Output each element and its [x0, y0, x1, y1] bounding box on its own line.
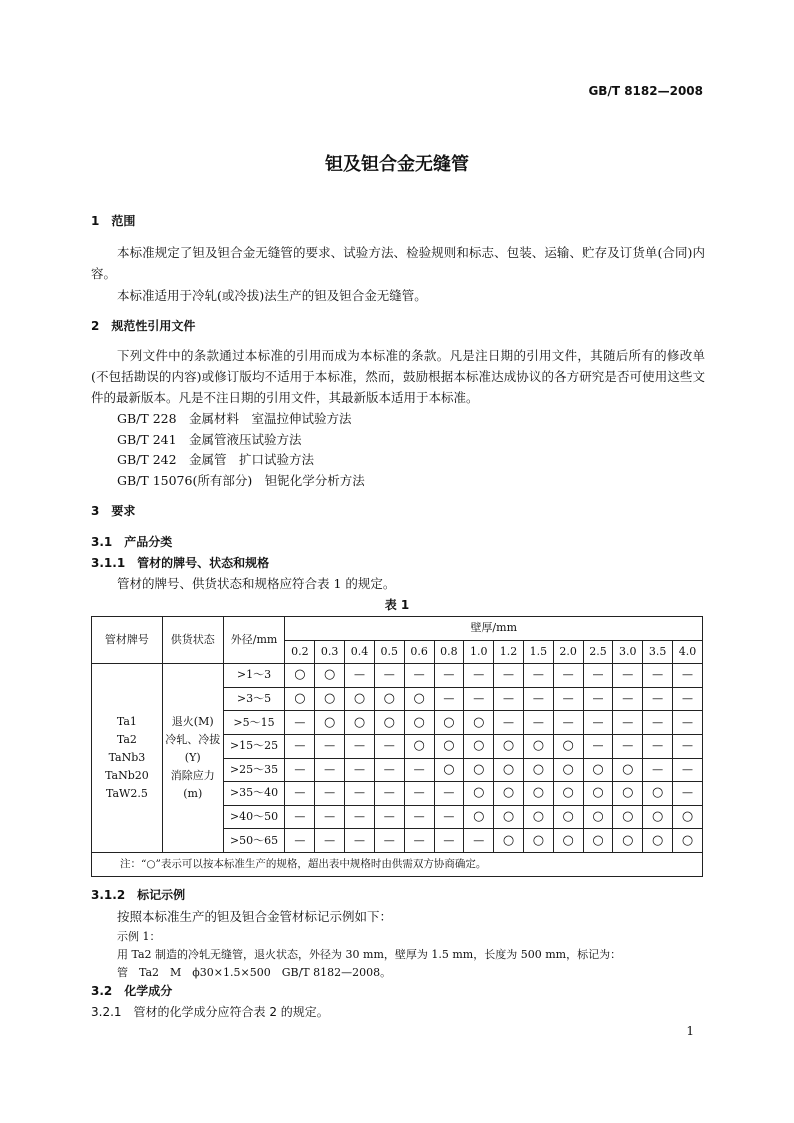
unavailable-mark: — [613, 711, 643, 735]
unavailable-mark: — [673, 782, 703, 806]
unavailable-mark: — [673, 734, 703, 758]
available-mark: ○ [464, 734, 494, 758]
available-mark: ○ [434, 758, 464, 782]
unavailable-mark: — [315, 829, 345, 853]
unavailable-mark: — [345, 664, 375, 688]
section-3-1-1-paragraph: 管材的牌号、供货状态和规格应符合表 1 的规定。 [117, 576, 396, 591]
unavailable-mark: — [374, 829, 404, 853]
unavailable-mark: — [434, 687, 464, 711]
unavailable-mark: — [315, 734, 345, 758]
unavailable-mark: — [673, 758, 703, 782]
available-mark: ○ [464, 782, 494, 806]
unavailable-mark: — [374, 805, 404, 829]
wall-thickness-header: 4.0 [673, 640, 703, 664]
available-mark: ○ [553, 782, 583, 806]
available-mark: ○ [613, 805, 643, 829]
unavailable-mark: — [345, 805, 375, 829]
unavailable-mark: — [643, 664, 673, 688]
wall-thickness-header: 0.4 [345, 640, 375, 664]
available-mark: ○ [583, 758, 613, 782]
available-mark: ○ [404, 734, 434, 758]
section-1-paragraph-1: 本标准规定了钽及钽合金无缝管的要求、试验方法、检验规则和标志、包装、运输、贮存及订货单(合同)内容。 [91, 245, 705, 281]
unavailable-mark: — [285, 829, 315, 853]
reference-item: GB/T 228 金属材料 室温拉伸试验方法 [117, 411, 352, 426]
outer-diameter-cell: >15～25 [223, 734, 285, 758]
wall-thickness-header: 1.0 [464, 640, 494, 664]
unavailable-mark: — [404, 805, 434, 829]
available-mark: ○ [494, 805, 524, 829]
section-3-1-heading: 3.1 产品分类 [91, 535, 173, 549]
unavailable-mark: — [494, 664, 524, 688]
section-3-1-2-heading: 3.1.2 标记示例 [91, 888, 186, 902]
unavailable-mark: — [553, 711, 583, 735]
unavailable-mark: — [673, 664, 703, 688]
unavailable-mark: — [404, 829, 434, 853]
section-3-1-1-heading: 3.1.1 管材的牌号、状态和规格 [91, 556, 270, 570]
available-mark: ○ [494, 734, 524, 758]
unavailable-mark: — [464, 829, 494, 853]
unavailable-mark: — [374, 758, 404, 782]
unavailable-mark: — [404, 664, 434, 688]
available-mark: ○ [583, 782, 613, 806]
available-mark: ○ [613, 782, 643, 806]
available-mark: ○ [315, 687, 345, 711]
available-mark: ○ [434, 711, 464, 735]
wall-thickness-header: 0.6 [404, 640, 434, 664]
available-mark: ○ [613, 829, 643, 853]
section-3-1-2-paragraph: 按照本标准生产的钽及钽合金管材标记示例如下： [117, 909, 393, 924]
unavailable-mark: — [494, 711, 524, 735]
unavailable-mark: — [613, 664, 643, 688]
example-text: 用 Ta2 制造的冷轧无缝管，退火状态，外径为 30 mm，壁厚为 1.5 mm，长度为 500 mm，标记为： [117, 948, 622, 961]
available-mark: ○ [523, 758, 553, 782]
available-mark: ○ [494, 782, 524, 806]
unavailable-mark: — [434, 664, 464, 688]
available-mark: ○ [404, 687, 434, 711]
available-mark: ○ [553, 758, 583, 782]
available-mark: ○ [285, 687, 315, 711]
supply-state-list: 退火(M) 冷轧、冷拔 (Y) 消除应力 (m) [162, 664, 223, 853]
wall-thickness-header: 2.0 [553, 640, 583, 664]
unavailable-mark: — [613, 687, 643, 711]
wall-thickness-header: 3.0 [613, 640, 643, 664]
unavailable-mark: — [613, 734, 643, 758]
unavailable-mark: — [583, 687, 613, 711]
available-mark: ○ [315, 664, 345, 688]
col-header-grade: 管材牌号 [92, 617, 163, 664]
unavailable-mark: — [285, 805, 315, 829]
outer-diameter-cell: >40～50 [223, 805, 285, 829]
available-mark: ○ [464, 758, 494, 782]
wall-thickness-header: 1.2 [494, 640, 524, 664]
unavailable-mark: — [315, 782, 345, 806]
col-header-wall: 壁厚/mm [285, 617, 703, 641]
unavailable-mark: — [523, 687, 553, 711]
unavailable-mark: — [553, 687, 583, 711]
available-mark: ○ [285, 664, 315, 688]
unavailable-mark: — [374, 782, 404, 806]
outer-diameter-cell: >1～3 [223, 664, 285, 688]
grade-list: Ta1 Ta2 TaNb3 TaNb20 TaW2.5 [92, 664, 163, 853]
available-mark: ○ [345, 687, 375, 711]
available-mark: ○ [643, 805, 673, 829]
outer-diameter-cell: >50～65 [223, 829, 285, 853]
unavailable-mark: — [434, 805, 464, 829]
unavailable-mark: — [583, 664, 613, 688]
available-mark: ○ [315, 711, 345, 735]
available-mark: ○ [523, 734, 553, 758]
unavailable-mark: — [285, 711, 315, 735]
section-1-heading: 1 范围 [91, 214, 136, 228]
unavailable-mark: — [285, 734, 315, 758]
unavailable-mark: — [315, 805, 345, 829]
standard-number: GB/T 8182—2008 [588, 84, 703, 98]
unavailable-mark: — [345, 782, 375, 806]
unavailable-mark: — [464, 664, 494, 688]
table-row [92, 664, 703, 688]
available-mark: ○ [464, 711, 494, 735]
unavailable-mark: — [553, 664, 583, 688]
available-mark: ○ [643, 782, 673, 806]
available-mark: ○ [494, 829, 524, 853]
available-mark: ○ [553, 829, 583, 853]
unavailable-mark: — [345, 758, 375, 782]
unavailable-mark: — [643, 687, 673, 711]
unavailable-mark: — [583, 711, 613, 735]
available-mark: ○ [583, 829, 613, 853]
available-mark: ○ [464, 805, 494, 829]
wall-thickness-header: 0.2 [285, 640, 315, 664]
available-mark: ○ [643, 829, 673, 853]
unavailable-mark: — [285, 758, 315, 782]
available-mark: ○ [523, 782, 553, 806]
unavailable-mark: — [673, 687, 703, 711]
unavailable-mark: — [523, 711, 553, 735]
reference-item: GB/T 242 金属管 扩口试验方法 [117, 452, 315, 467]
wall-thickness-header: 0.8 [434, 640, 464, 664]
reference-item: GB/T 15076(所有部分) 钽铌化学分析方法 [117, 473, 365, 488]
available-mark: ○ [583, 805, 613, 829]
section-1-paragraph-2: 本标准适用于冷轧(或冷拔)法生产的钽及钽合金无缝管。 [117, 288, 427, 303]
wall-thickness-header: 3.5 [643, 640, 673, 664]
available-mark: ○ [374, 711, 404, 735]
outer-diameter-cell: >3～5 [223, 687, 285, 711]
section-3-heading: 3 要求 [91, 504, 136, 518]
outer-diameter-cell: >25～35 [223, 758, 285, 782]
unavailable-mark: — [345, 734, 375, 758]
unavailable-mark: — [523, 664, 553, 688]
unavailable-mark: — [583, 734, 613, 758]
available-mark: ○ [404, 711, 434, 735]
wall-thickness-header: 0.5 [374, 640, 404, 664]
available-mark: ○ [374, 687, 404, 711]
available-mark: ○ [434, 734, 464, 758]
available-mark: ○ [613, 758, 643, 782]
section-3-2-1-heading: 3.2.1 管材的化学成分应符合表 2 的规定。 [91, 1005, 329, 1019]
available-mark: ○ [673, 805, 703, 829]
unavailable-mark: — [643, 734, 673, 758]
unavailable-mark: — [404, 758, 434, 782]
unavailable-mark: — [285, 782, 315, 806]
table-1 [91, 616, 703, 877]
unavailable-mark: — [374, 664, 404, 688]
unavailable-mark: — [643, 711, 673, 735]
available-mark: ○ [553, 805, 583, 829]
col-header-state: 供货状态 [162, 617, 223, 664]
available-mark: ○ [673, 829, 703, 853]
available-mark: ○ [523, 805, 553, 829]
unavailable-mark: — [404, 782, 434, 806]
document-title: 钽及钽合金无缝管 [325, 154, 469, 175]
unavailable-mark: — [494, 687, 524, 711]
unavailable-mark: — [643, 758, 673, 782]
wall-thickness-header: 1.5 [523, 640, 553, 664]
col-header-od: 外径/mm [223, 617, 285, 664]
wall-thickness-header: 2.5 [583, 640, 613, 664]
unavailable-mark: — [315, 758, 345, 782]
unavailable-mark: — [434, 782, 464, 806]
unavailable-mark: — [434, 829, 464, 853]
available-mark: ○ [553, 734, 583, 758]
page-number: 1 [686, 1024, 694, 1038]
section-3-2-heading: 3.2 化学成分 [91, 984, 173, 998]
available-mark: ○ [523, 829, 553, 853]
outer-diameter-cell: >35～40 [223, 782, 285, 806]
unavailable-mark: — [464, 687, 494, 711]
section-2-heading: 2 规范性引用文件 [91, 319, 196, 333]
example-label: 示例 1： [117, 930, 161, 943]
table-note: 注：“○”表示可以按本标准生产的规格，超出表中规格时由供需双方协商确定。 [92, 852, 703, 876]
example-mark: 管 Ta2 M ϕ30×1.5×500 GB/T 8182—2008。 [117, 966, 392, 979]
reference-item: GB/T 241 金属管液压试验方法 [117, 432, 302, 447]
unavailable-mark: — [374, 734, 404, 758]
available-mark: ○ [345, 711, 375, 735]
unavailable-mark: — [345, 829, 375, 853]
unavailable-mark: — [673, 711, 703, 735]
available-mark: ○ [494, 758, 524, 782]
wall-thickness-header: 0.3 [315, 640, 345, 664]
outer-diameter-cell: >5～15 [223, 711, 285, 735]
table-caption: 表 1 [384, 598, 410, 612]
section-2-paragraph: 下列文件中的条款通过本标准的引用而成为本标准的条款。凡是注日期的引用文件，其随后所有的修改单(不包括勘误的内容)或修订版均不适用于本标准，然而，鼓励根据本标准达成协议的各方研究是否可使用这些文件的最新版本。凡是不注日期的引用文件，其最新版本适用于本标准。 [91, 348, 705, 405]
